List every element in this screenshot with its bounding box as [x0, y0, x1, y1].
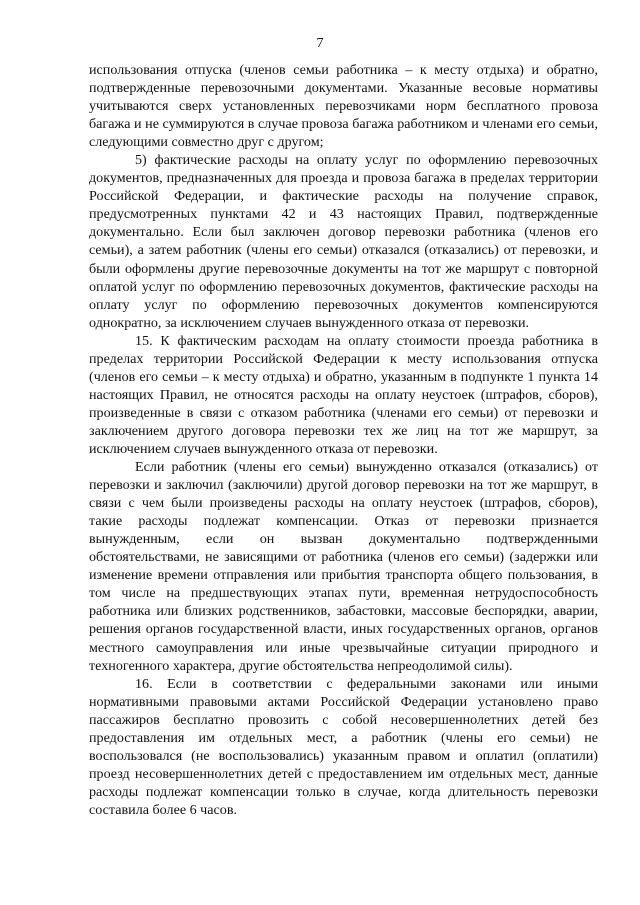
paragraph-clause-15: 15. К фактическим расходам на оплату стоимости проезда работника в пределах территории Российской Федерации к месту использования отпуска (членов его семьи – к месту отдыха) и обратно, указанным в подпункте 1 пункта 14 настоящих Правил, не относятся расходы на оплату неустоек (штрафов, сборов), произведенные в связи с отказом работника (членами его семьи) от перевозки и заключением другого договора перевозки тех же лиц на тот же маршрут, за исключением случаев вынужденного отказа от перевозки. [89, 332, 598, 457]
paragraph-forced-refusal: Если работник (члены его семьи) вынужденно отказался (отказались) от перевозки и заключил (заключили) другой договор перевозки на тот же маршрут, в связи с чем были произведены расходы на оплату неустоек (штрафов, сборов), такие расходы подлежат компенсации. Отказ от перевозки признается вынужденным, если он вызван документально подтвержденными обстоятельствами, не зависящими от работника (членов его семьи) (задержки или изменение времени отправления или прибытия транспорта общего пользования, в том числе на предшествующих этапах пути, временная нетрудоспособность работника или близких родственников, забастовки, массовые беспорядки, аварии, решения органов государственной власти, иных государственных органов, органов местного самоуправления или иные чрезвычайные ситуации природного и техногенного характера, другие обстоятельства непреодолимой силы). [89, 459, 598, 674]
paragraph-continuation: использования отпуска (членов семьи работника – к месту отдыха) и обратно, подтвержденные перевозочными документами. Указанные весовые нормативы учитываются сверх установленных перевозчиками норм бесплатного провоза багажа и не суммируются в случае провоза багажа работником и членами его семьи, следующими совместно друг с другом; [89, 62, 598, 151]
page-number: 7 [316, 36, 324, 51]
paragraph-clause-16: 16. Если в соответствии с федеральными законами или иными нормативными правовыми актами Российской Федерации установлено право пассажиров бесплатно провозить с собой несовершеннолетних детей без предоставления им отдельных мест, а работник (члены его семьи) не воспользовался (не воспользовались) указанным правом и оплатил (оплатили) проезд несовершеннолетних детей с предоставлением им отдельных мест, данные расходы подлежат компенсации только в случае, когда длительность перевозки составила более 6 часов. [89, 675, 598, 818]
paragraph-subitem-5: 5) фактические расходы на оплату услуг по оформлению перевозочных документов, предназначенных для проезда и провоза багажа в пределах территории Российской Федерации, и фактические расходы на получение справок, предусмотренных пунктами 42 и 43 настоящих Правил, подтвержденные документально. Если был заключен договор перевозки работника (членов его семьи), а затем работник (члены его семьи) отказался (отказались) от перевозки, и были оформлены другие перевозочные документы на тот же маршрут с повторной оплатой услуг по оформлению перевозочных документов, фактические расходы на оплату услуг по оформлению перевозочных документов компенсируются однократно, за исключением случаев вынужденного отказа от перевозки. [89, 152, 598, 331]
document-body [89, 61, 598, 819]
